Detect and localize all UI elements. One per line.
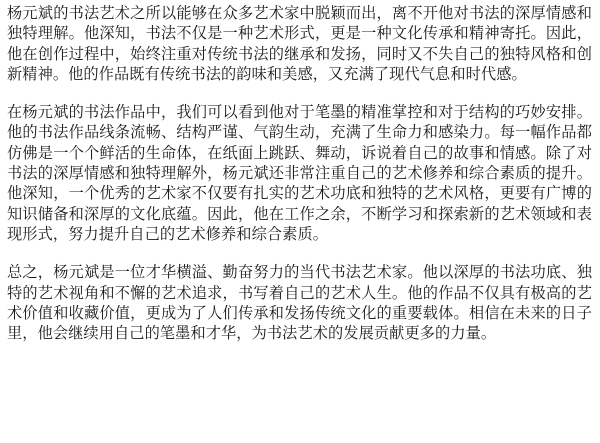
paragraph-intro: 杨元斌的书法艺术之所以能够在众多艺术家中脱颖而出，离不开他对书法的深厚情感和独特理解。他深知，书法不仅是一种艺术形式，更是一种文化传承和精神寄托。因此，他在创作过程中，始终注重对传统书法的继承和发扬，同时又不失自己的独特风格和创新精神。他的作品既有传统书法的韵味和美感，又充满了现代气息和时代感。 xyxy=(7,4,592,83)
paragraph-spacer xyxy=(7,244,592,262)
paragraph-works: 在杨元斌的书法作品中，我们可以看到他对于笔墨的精准掌控和对于结构的巧妙安排。他的书法作品线条流畅、结构严谨、气韵生动，充满了生命力和感染力。每一幅作品都仿佛是一个个鲜活的生命体，在纸面上跳跃、舞动，诉说着自己的故事和情感。除了对书法的深厚情感和独特理解外，杨元斌还非常注重自己的艺术修养和综合素质的提升。他深知，一个优秀的艺术家不仅要有扎实的艺术功底和独特的艺术风格，更要有广博的知识储备和深厚的文化底蕴。因此，他在工作之余，不断学习和探索新的艺术领域和表现形式，努力提升自己的艺术修养和综合素质。 xyxy=(7,103,592,243)
paragraph-spacer xyxy=(7,84,592,102)
paragraph-conclusion: 总之，杨元斌是一位才华横溢、勤奋努力的当代书法艺术家。他以深厚的书法功底、独特的艺术视角和不懈的艺术追求，书写着自己的艺术人生。他的作品不仅具有极高的艺术价值和收藏价值，更成为了人们传承和发扬传统文化的重要载体。相信在未来的日子里，他会继续用自己的笔墨和才华，为书法艺术的发展贡献更多的力量。 xyxy=(7,263,592,343)
